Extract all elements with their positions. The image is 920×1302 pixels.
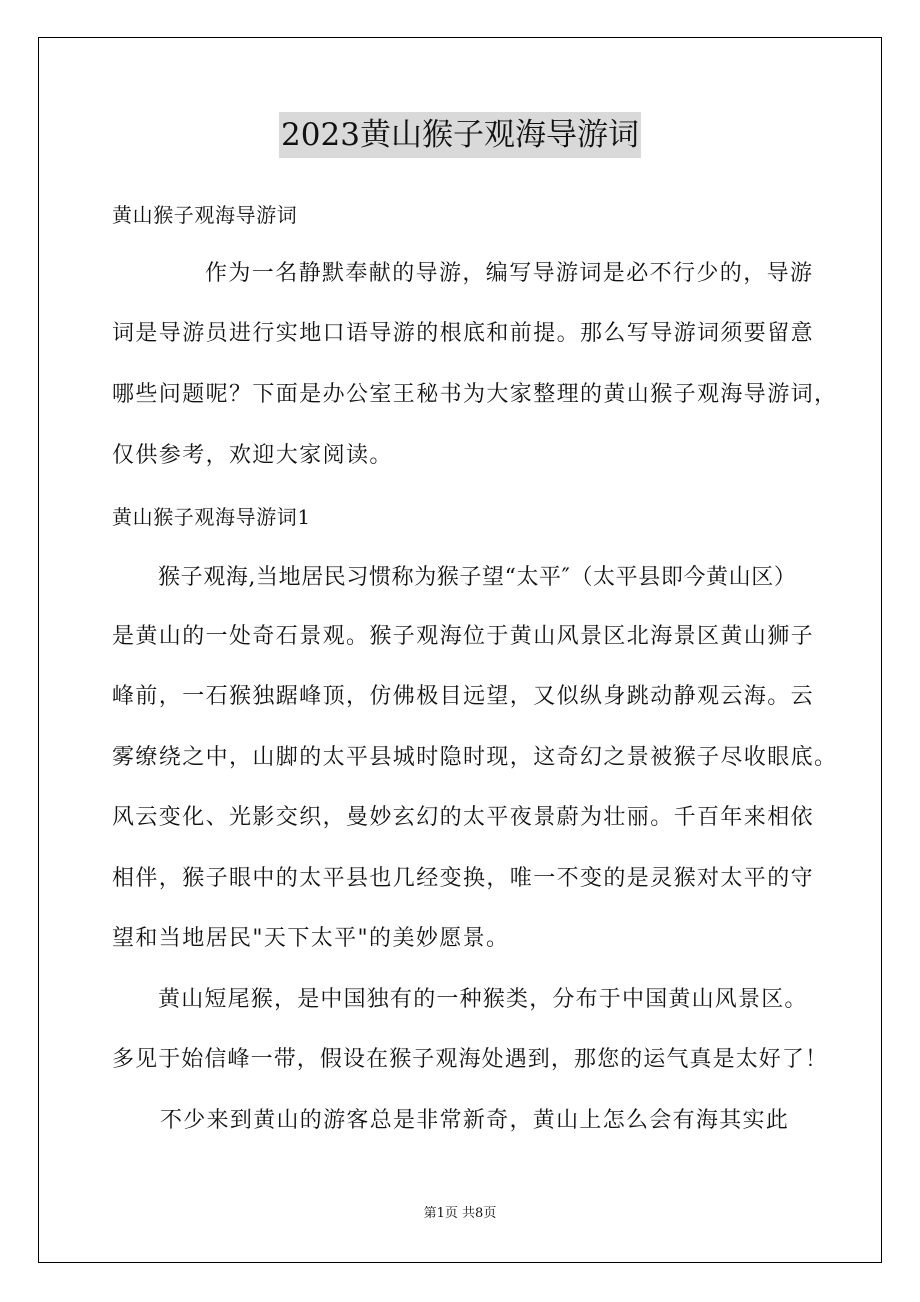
intro-line: 词是导游员进行实地口语导游的根底和前提。那么写导游词须要留意 xyxy=(112,321,815,346)
paragraph-line: 相伴，猴子眼中的太平县也几经变换，唯一不变的是灵猴对太平的守 xyxy=(112,866,815,891)
paragraph-line: 不少来到黄山的游客总是非常新奇，黄山上怎么会有海其实此 xyxy=(160,1108,790,1133)
paragraph-line: 多见于始信峰一带，假设在猴子观海处遇到，那您的运气真是太好了！ xyxy=(112,1047,829,1072)
paragraph-line: 雾缭绕之中，山脚的太平县城时隐时现，这奇幻之景被猴子尽收眼底。 xyxy=(112,745,838,770)
paragraph-line: 猴子观海,当地居民习惯称为猴子望“太平″（太平县即今黄山区） xyxy=(158,565,797,590)
document-subtitle: 黄山猴子观海导游词 xyxy=(112,203,298,227)
page-footer: 第1页 共8页 xyxy=(423,1206,497,1221)
paragraph-line: 黄山短尾猴，是中国独有的一种猴类，分布于中国黄山风景区。 xyxy=(158,987,808,1012)
title-container xyxy=(0,112,920,158)
intro-line: 仅供参考，欢迎大家阅读。 xyxy=(112,443,393,468)
intro-line: 哪些问题呢？下面是办公室王秘书为大家整理的黄山猴子观海导游词， xyxy=(112,382,838,407)
paragraph-line: 风云变化、光影交织，曼妙玄幻的太平夜景蔚为壮丽。千百年来相依 xyxy=(112,805,815,830)
section-heading: 黄山猴子观海导游词1 xyxy=(112,505,311,529)
paragraph-line: 望和当地居民"天下太平"的美妙愿景。 xyxy=(112,926,510,951)
paragraph-line: 是黄山的一处奇石景观。猴子观海位于黄山风景区北海景区黄山狮子 xyxy=(112,624,815,649)
document-title: 2023黄山猴子观海导游词 xyxy=(279,112,641,158)
paragraph-line: 峰前，一石猴独踞峰顶，仿佛极目远望，又似纵身跳动静观云海。云 xyxy=(112,684,815,709)
intro-line: 作为一名静默奉献的导游，编写导游词是必不行少的，导游 xyxy=(205,261,814,286)
